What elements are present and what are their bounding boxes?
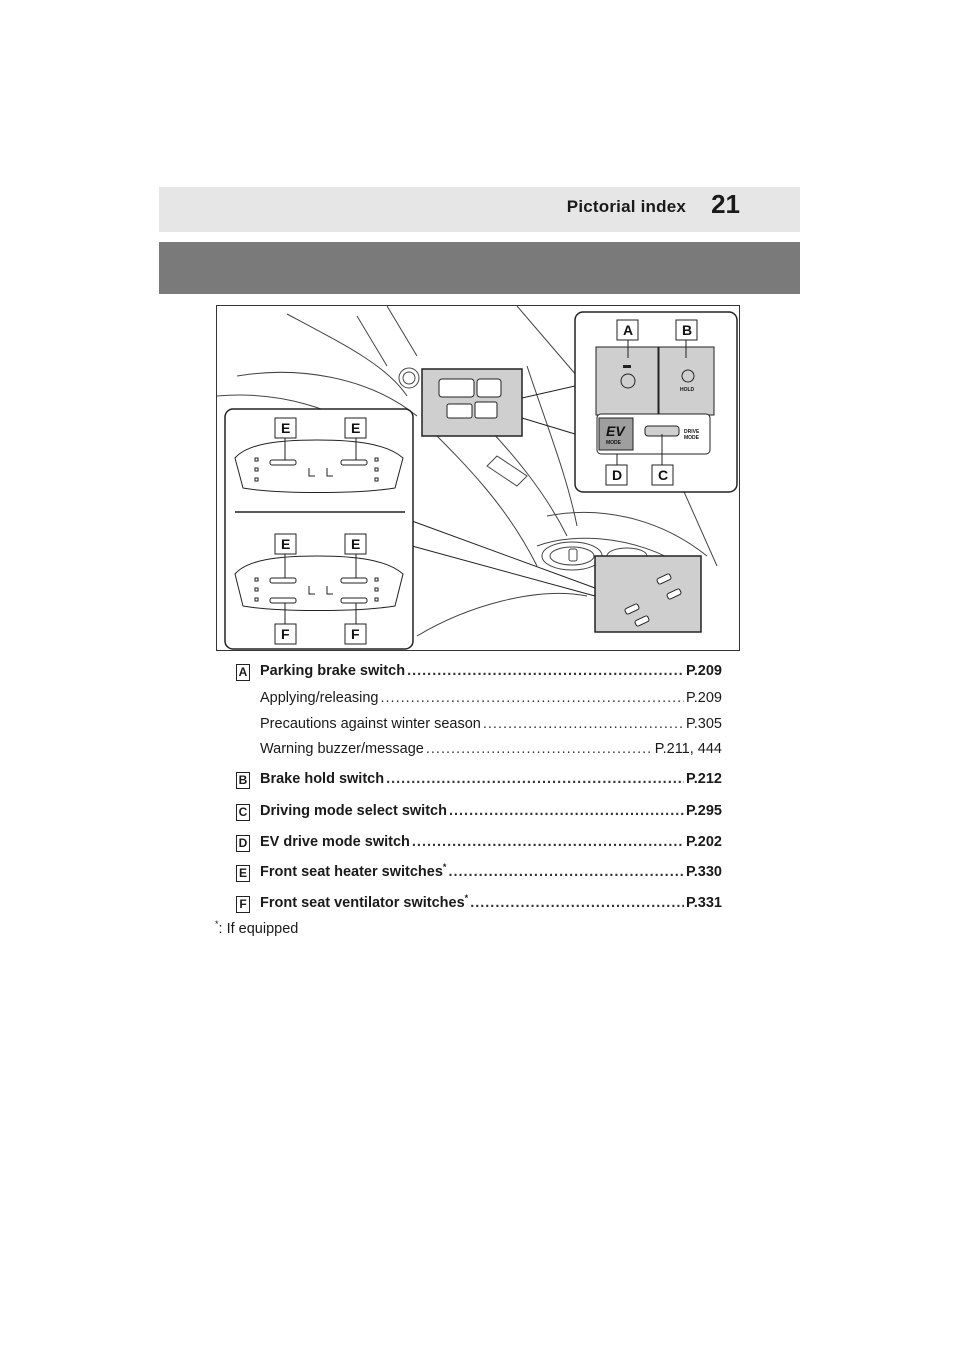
callout-e1: E: [281, 420, 291, 436]
sub-item-warning: [260, 741, 722, 763]
sub-item-winter: [260, 716, 722, 738]
callout-c: C: [658, 467, 669, 483]
legend-label: Parking brake switch: [260, 663, 406, 679]
legend-badge: C: [236, 804, 250, 821]
legend-badge: B: [236, 772, 250, 789]
legend-item-seat-ventilator: [236, 895, 722, 917]
sub-item-label: Warning buzzer/message: [260, 741, 424, 757]
footnote: [215, 921, 298, 937]
legend-item-seat-heater: [236, 864, 722, 886]
legend-label: Front seat ventilator switches*: [260, 893, 469, 911]
legend-label: Brake hold switch: [260, 771, 385, 787]
legend-badge: E: [236, 865, 250, 882]
page-reference-link[interactable]: P.330: [685, 864, 722, 880]
legend-badge: D: [236, 835, 250, 852]
page-reference-link[interactable]: P.331: [685, 895, 722, 911]
legend-badge: A: [236, 664, 250, 681]
page-reference-link[interactable]: P.305: [685, 716, 722, 732]
page-reference-link[interactable]: P.209: [685, 690, 722, 706]
page-reference-link[interactable]: P.211, 444: [654, 741, 722, 757]
callout-f1: F: [281, 626, 290, 642]
sub-item-applying: [260, 690, 722, 712]
drive-label: DRIVE: [684, 429, 700, 435]
callout-b: B: [682, 322, 693, 338]
page-reference-link[interactable]: P.212: [685, 771, 722, 787]
ev-mode-label: MODE: [606, 440, 621, 446]
sub-item-label: Applying/releasing: [260, 690, 379, 706]
legend-item-ev-drive: [236, 834, 722, 856]
legend-label: Front seat heater switches*: [260, 862, 447, 880]
seat-panel-inset: [225, 409, 413, 649]
ev-label: EV: [606, 423, 625, 439]
legend-label: Driving mode select switch: [260, 803, 447, 819]
page-reference-link[interactable]: P.295: [685, 803, 722, 819]
legend-label: EV drive mode switch: [260, 834, 410, 850]
callout-d: D: [612, 467, 623, 483]
footnote-text: : If equipped: [218, 921, 299, 937]
legend-item-brake-hold: [236, 771, 722, 793]
section-band: [159, 242, 800, 294]
callout-e4: E: [351, 536, 361, 552]
footnote-mark: *: [215, 919, 219, 930]
legend-badge: F: [236, 896, 250, 913]
legend-item-parking-brake: [236, 663, 722, 685]
ev-drive-mode-panel: [597, 414, 710, 454]
page-header: [159, 187, 800, 232]
console-illustration: [216, 305, 740, 651]
callout-e3: E: [281, 536, 291, 552]
footnote-marker: *: [442, 862, 447, 873]
parking-brake-panel: [596, 347, 714, 415]
page-reference-link[interactable]: P.209: [685, 663, 722, 679]
section-title: Pictorial index: [566, 197, 686, 216]
page-reference-link[interactable]: P.202: [685, 834, 722, 850]
hold-label: HOLD: [680, 387, 695, 393]
callout-e2: E: [351, 420, 361, 436]
legend-item-driving-mode: [236, 803, 722, 825]
callout-a: A: [623, 322, 634, 338]
console-drawing: [217, 306, 741, 652]
sub-item-label: Precautions against winter season: [260, 716, 481, 732]
callout-f2: F: [351, 626, 360, 642]
page-number: 21: [711, 189, 740, 219]
footnote-marker: *: [464, 893, 469, 904]
drive-mode-label: MODE: [684, 435, 699, 441]
